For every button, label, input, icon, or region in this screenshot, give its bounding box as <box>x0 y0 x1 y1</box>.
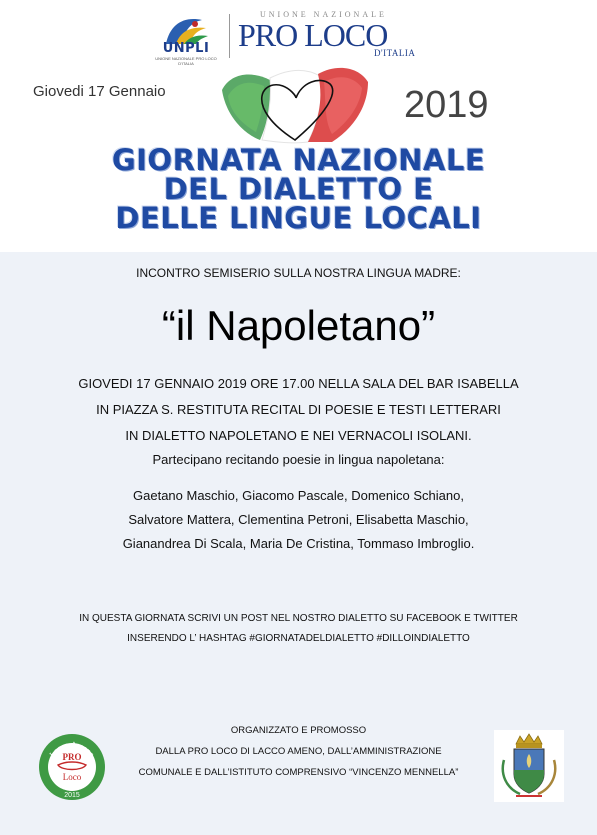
incontro-subtitle: INCONTRO SEMISERIO SULLA NOSTRA LINGUA MADRE: <box>136 266 461 280</box>
proloco-logo-top: UNIONE NAZIONALE <box>260 10 387 19</box>
lacco-logo-loco: Loco <box>62 772 82 782</box>
details-line-2: IN PIAZZA S. RESTITUTA RECITAL DI POESIE E TESTI LETTERARI <box>96 402 501 417</box>
proloco-logo-sub: D'ITALIA <box>374 48 416 58</box>
title-line-3: DELLE LINGUE LOCALI <box>115 201 482 235</box>
italian-flag-heart-icon <box>220 60 370 146</box>
participants-list <box>0 484 597 556</box>
details-line-1: GIOVEDI 17 GENNAIO 2019 ORE 17.00 NELLA SALA DEL BAR ISABELLA <box>78 376 519 391</box>
unpli-name: UNPLI <box>162 41 210 56</box>
event-date-label: Giovedi 17 Gennaio <box>33 83 166 100</box>
proloco-logo-main: PRO LOCO <box>238 17 388 53</box>
lacco-logo-pro: PRO <box>62 752 82 762</box>
lacco-logo-year: 2015 <box>64 792 80 799</box>
org-line-1: ORGANIZZATO E PROMOSSO <box>230 725 367 736</box>
municipal-crest-icon <box>494 730 564 802</box>
org-line-3: COMUNALE E DALL’ISTITUTO COMPRENSIVO “VINCENZO MENNELLA” <box>138 767 459 778</box>
names-line-1: Gaetano Maschio, Giacomo Pascale, Domenico Schiano, <box>133 488 464 503</box>
event-details <box>0 371 597 449</box>
participants-intro: Partecipano recitando poesie in lingua napoletana: <box>152 452 445 467</box>
logo-divider <box>229 14 230 58</box>
proloco-logo <box>238 10 428 62</box>
names-line-3: Gianandrea Di Scala, Maria De Cristina, Tommaso Imbroglio. <box>122 536 475 551</box>
org-line-2: DALLA PRO LOCO DI LACCO AMENO, DALL’AMMINISTRAZIONE <box>155 746 442 757</box>
pro-loco-lacco-ameno-logo <box>38 733 106 801</box>
title-line-1: GIORNATA NAZIONALE <box>111 143 486 177</box>
event-year: 2019 <box>404 84 489 126</box>
unpli-subtitle: UNIONE NAZIONALE PRO LOCO D'ITALIA <box>155 56 217 66</box>
lacco-logo-arc-text: Lacco Ameno <box>47 739 97 759</box>
social-line-2: INSERENDO L’ HASHTAG #GIORNATADELDIALETTO #DILLOINDIALETTO <box>127 633 470 644</box>
names-line-2: Salvatore Mattera, Clementina Petroni, Elisabetta Maschio, <box>128 512 469 527</box>
social-line-1: IN QUESTA GIORNATA SCRIVI UN POST NEL NOSTRO DIALETTO SU FACEBOOK E TWITTER <box>79 613 518 624</box>
headline-napoletano: “il Napoletano” <box>161 302 436 349</box>
poster-header <box>0 0 597 252</box>
poster-title <box>0 143 597 235</box>
unpli-logo <box>150 12 222 66</box>
social-callout <box>0 609 597 649</box>
details-line-3: IN DIALETTO NAPOLETANO E NEI VERNACOLI ISOLANI. <box>125 428 472 443</box>
title-line-2: DEL DIALETTO E <box>163 172 434 206</box>
